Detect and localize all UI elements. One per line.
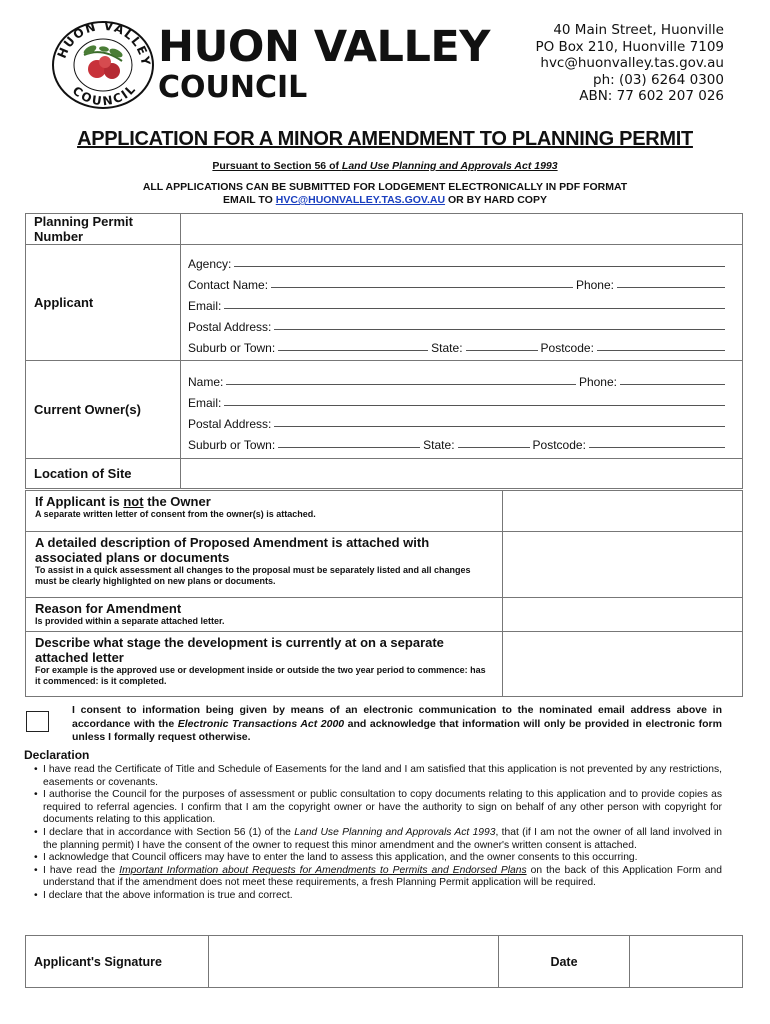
current-owner-label: Current Owner(s) [26, 361, 181, 459]
attachments-checklist-table [25, 490, 743, 697]
council-seal-logo [50, 17, 155, 109]
owner-phone-field[interactable] [620, 384, 725, 385]
item-description-field[interactable] [503, 532, 743, 598]
declaration-item: • I authorise the Council for the purposes of assessment or public consultation to copy documents relating to this application and to provide copies as required to referral agencies. I confirm that I am the copyright owner or have the authority to sign on behalf of any other person with copyright for documents relating to this application. [34, 789, 722, 827]
owner-postcode-field[interactable] [589, 447, 725, 448]
applicant-state-field[interactable] [466, 350, 538, 351]
item-owner-consent-field[interactable] [503, 491, 743, 532]
form-title: APPLICATION FOR A MINOR AMENDMENT TO PLANNING PERMIT [77, 128, 693, 150]
applicant-postal-field[interactable] [274, 329, 725, 330]
address-email: hvc@huonvalley.tas.gov.au [540, 55, 724, 71]
applicant-suburb-field[interactable] [278, 350, 428, 351]
item-reason [26, 598, 503, 632]
item-description [26, 532, 503, 598]
signature-table [25, 935, 743, 988]
item-stage-heading: Describe what stage the development is currently at on a separate attached letter [35, 635, 444, 665]
declaration-item: • I declare that the above information is true and correct. [34, 890, 722, 903]
declaration-title: Declaration [24, 748, 90, 762]
electronic-consent-checkbox[interactable] [26, 711, 49, 732]
submission-email-link[interactable]: HVC@HUONVALLEY.TAS.GOV.AU [275, 194, 446, 206]
contact-name-field[interactable] [271, 287, 573, 288]
item-owner-consent [26, 491, 503, 532]
declaration-item: • I have read the Certificate of Title and Schedule of Easements for the land and I am satisfied that this application is not prevented by any restrictions, easements or covenants. [34, 764, 722, 789]
council-address-block [535, 22, 724, 105]
item-reason-field[interactable] [503, 598, 743, 632]
owner-email-field[interactable] [224, 405, 725, 406]
submission-notice [0, 181, 770, 207]
seal-bottom-text: COUNCIL [69, 81, 140, 109]
address-po-box: PO Box 210, Huonville 7109 [535, 38, 724, 55]
item-description-heading: A detailed description of Proposed Amendment is attached with associated plans or documents [35, 535, 430, 565]
applicant-fields: Agency: Contact Name: Phone: Email: Postal Address: Suburb or Town: State: Postcode: [181, 245, 743, 361]
applicant-label: Applicant [26, 245, 181, 361]
permit-number-field[interactable] [181, 214, 743, 245]
important-info-link[interactable]: Important Information about Requests for Amendments to Permits and Endorsed Plans [119, 864, 527, 876]
item-owner-consent-sub: A separate written letter of consent from the owner(s) is attached. [35, 509, 316, 519]
wordmark-line2: COUNCIL [158, 70, 308, 105]
notice-line2: EMAIL TO HVC@HUONVALLEY.TAS.GOV.AU OR BY HARD COPY [223, 194, 547, 206]
item-description-sub: To assist in a quick assessment all changes to the proposal must be separately listed and all changes must be clearly highlighted on new plans or documents. [35, 565, 471, 586]
applicant-email-field[interactable] [224, 308, 725, 309]
location-label: Location of Site [26, 459, 181, 489]
item-reason-sub: Is provided within a separate attached letter. [35, 616, 225, 626]
signature-label: Applicant's Signature [26, 936, 209, 988]
declaration-list [34, 764, 722, 903]
form-subtitle: Pursuant to Section 56 of Land Use Planning and Approvals Act 1993 [212, 160, 558, 172]
item-stage-sub: For example is the approved use or development inside or outside the two year period to commence: has it commenced: is it completed. [35, 665, 486, 686]
applicant-phone-field[interactable] [617, 287, 725, 288]
owner-state-field[interactable] [458, 447, 530, 448]
applicant-postcode-field[interactable] [597, 350, 725, 351]
agency-field[interactable] [234, 266, 725, 267]
owner-name-field[interactable] [226, 384, 576, 385]
owner-fields: Name: Phone: Email: Postal Address: Suburb or Town: State: Postcode: [181, 361, 743, 459]
item-reason-heading: Reason for Amendment [35, 601, 182, 616]
signature-field[interactable] [209, 936, 499, 988]
council-wordmark [158, 22, 490, 105]
declaration-item: • I declare that in accordance with Section 56 (1) of the Land Use Planning and Approvals Act 1993, that (if I am not the owner of all land involved in the planning permit) I have the consent of the owner to request this minor amendment and the owner's written consent is attached. [34, 827, 722, 852]
date-field[interactable] [630, 936, 743, 988]
item-stage-field[interactable] [503, 632, 743, 697]
item-stage [26, 632, 503, 697]
notice-line1: ALL APPLICATIONS CAN BE SUBMITTED FOR LODGEMENT ELECTRONICALLY IN PDF FORMAT [142, 181, 628, 193]
location-field[interactable] [181, 459, 743, 489]
apple-branch-icon [82, 43, 124, 79]
permit-number-label: Planning Permit Number [26, 214, 181, 245]
electronic-consent-text: I consent to information being given by means of an electronic communication to the nominated email address above in accordance with the Electronic Transactions Act 2000 and acknowledge that information will only be provided in electronic form unless I formally request otherwise. [72, 704, 722, 743]
declaration-item: • I have read the Important Information about Requests for Amendments to Permits and Endorsed Plans on the back of this Application Form and understand that if the amendment does not meet these requirements, a fresh Planning Permit application will be required. [34, 865, 722, 890]
declaration-item: • I acknowledge that Council officers may have to enter the land to assess this application, and the owner consents to this occurring. [34, 852, 722, 865]
date-label: Date [499, 936, 630, 988]
wordmark-line1: HUON VALLEY [158, 22, 490, 72]
owner-suburb-field[interactable] [278, 447, 420, 448]
owner-postal-field[interactable] [274, 426, 725, 427]
address-street: 40 Main Street, Huonville [553, 22, 724, 38]
subtitle-act: Land Use Planning and Approvals Act 1993 [341, 160, 558, 172]
applicant-details-table [25, 213, 743, 489]
item-owner-consent-heading: If Applicant is not the Owner [35, 494, 211, 509]
seal-top-text: HUON VALLEY [54, 18, 154, 68]
address-abn: ABN: 77 602 207 026 [579, 88, 724, 104]
address-phone: ph: (03) 6264 0300 [593, 71, 724, 88]
